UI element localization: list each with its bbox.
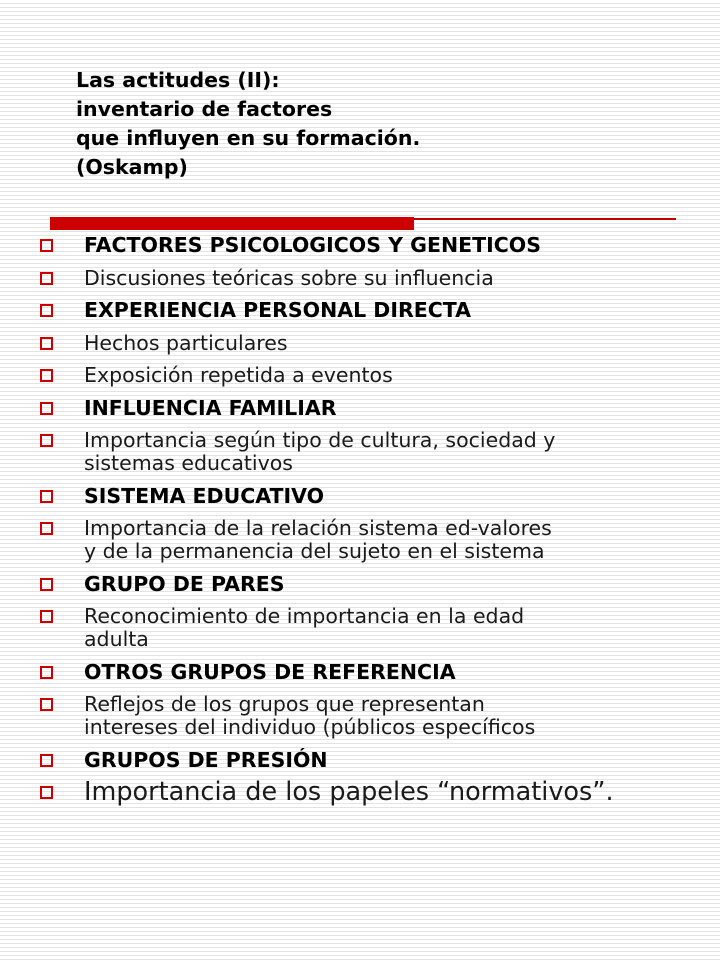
list-item [36,693,712,739]
list-item [36,364,712,387]
title-line-2: inventario de factores [76,97,333,121]
list-item [36,267,712,290]
title-divider-line [414,218,676,220]
square-outline-icon [40,369,53,382]
square-outline-icon [40,304,53,317]
list-item-text: FACTORES PSICOLOGICOS Y GENETICOS [84,233,541,257]
list-item-text: INFLUENCIA FAMILIAR [84,395,337,420]
square-outline-icon [40,490,53,503]
list-item-text: Reflejos de los grupos que representan [84,692,485,716]
title-line-1: Las actitudes (II): [76,68,280,92]
list-item-text-cont: sistemas educativos [84,451,293,475]
square-outline-icon [40,698,53,711]
square-outline-icon [40,522,53,535]
square-outline-icon [40,272,53,285]
list-item [36,517,712,563]
list-item [36,778,712,807]
list-item-text-cont: y de la permanencia del sujeto en el sistema [84,539,545,563]
list-item-text: Importancia de la relación sistema ed-valores [84,516,552,540]
list-item-text-cont: intereses del individuo (públicos específicos [84,715,536,739]
square-outline-icon [40,610,53,623]
list-item-text: Importancia de los papeles “normativos”. [84,776,614,807]
list-item-text-cont: adulta [84,627,149,651]
list-item [36,234,712,257]
list-item-text: EXPERIENCIA PERSONAL DIRECTA [84,298,472,322]
list-item [36,397,712,420]
square-outline-icon [40,578,53,591]
list-item [36,573,712,596]
list-item [36,661,712,684]
square-outline-icon [40,239,53,252]
list-item-text: OTROS GRUPOS DE REFERENCIA [84,659,456,684]
list-item [36,299,712,322]
list-item-text: Discusiones teóricas sobre su influencia [84,265,494,290]
title-line-3: que influyen en su formación. [76,126,421,150]
square-outline-icon [40,666,53,679]
list-item [36,429,712,475]
slide-title [76,66,676,182]
square-outline-icon [40,337,53,350]
list-item-text: Exposición repetida a eventos [84,363,393,387]
title-accent-bar [50,217,414,230]
list-item [36,332,712,355]
square-outline-icon [40,786,53,799]
list-item-text: GRUPOS DE PRESIÓN [84,747,328,772]
list-item [36,605,712,651]
list-item-text: Reconocimiento de importancia en la edad [84,604,525,628]
square-outline-icon [40,754,53,767]
square-outline-icon [40,434,53,447]
list-item [36,749,712,772]
list-item-text: GRUPO DE PARES [84,571,285,596]
list-item-text: Importancia según tipo de cultura, sociedad y [84,428,556,452]
factor-list [36,234,712,807]
list-item [36,485,712,508]
list-item-text: SISTEMA EDUCATIVO [84,483,325,508]
title-line-4: (Oskamp) [76,155,188,179]
square-outline-icon [40,402,53,415]
list-item-text: Hechos particulares [84,330,288,355]
